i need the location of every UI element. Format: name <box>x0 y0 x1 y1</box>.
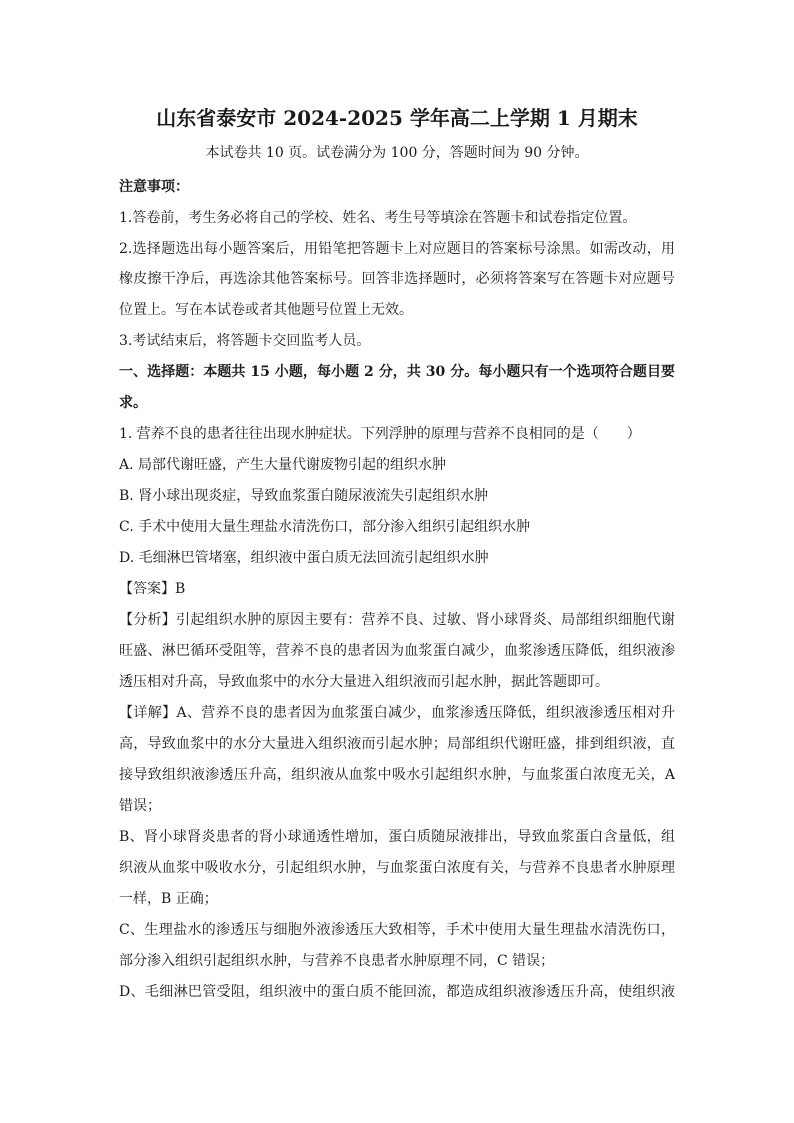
detail-line-10: D、毛细淋巴管受阻，组织液中的蛋白质不能回流，都造成组织液渗透压升高，使组织液 <box>119 984 675 1000</box>
detail-line-9: 部分渗入组织引起组织水肿，与营养不良患者水肿原理不同，C 错误； <box>119 953 555 969</box>
detail-line-3: 接导致组织液渗透压升高，组织液从血浆中吸水引起组织水肿，与血浆蛋白浓度无关，A <box>119 767 675 783</box>
detail-line-1: 【详解】A、营养不良的患者因为血浆蛋白减少，血浆渗透压降低，组织液渗透压相对升 <box>119 705 675 721</box>
question-1-option-a: A. 局部代谢旺盛，产生大量代谢废物引起的组织水肿 <box>119 457 447 473</box>
analysis-line-2: 旺盛、淋巴循环受阻等，营养不良的患者因为血浆蛋白减少，血浆渗透压降低，组织液渗 <box>119 643 675 659</box>
page-title: 山东省泰安市 2024-2025 学年高二上学期 1 月期末 <box>156 106 638 130</box>
notice-item-3: 3.考试结束后，将答题卡交回监考人员。 <box>119 333 371 349</box>
page-subtitle: 本试卷共 10 页。试卷满分为 100 分，答题时间为 90 分钟。 <box>205 145 589 161</box>
notice-item-2-line-3: 位置上。写在本试卷或者其他题号位置上无效。 <box>119 302 413 318</box>
detail-line-6: 织液从血浆中吸收水分，引起组织水肿，与血浆蛋白浓度有关，与营养不良患者水肿原理 <box>119 860 675 876</box>
detail-line-8: C、生理盐水的渗透压与细胞外液渗透压大致相等，手术中使用大量生理盐水清洗伤口， <box>119 922 675 938</box>
section-heading-line-1: 一、选择题：本题共 15 小题，每小题 2 分，共 30 分。每小题只有一个选项符合题目要 <box>119 364 675 380</box>
answer-line: 【答案】B <box>119 581 186 597</box>
question-1-option-c: C. 手术中使用大量生理盐水清洗伤口，部分渗入组织引起组织水肿 <box>119 519 531 535</box>
question-1-stem: 1. 营养不良的患者往往出现水肿症状。下列浮肿的原理与营养不良相同的是（ ） <box>119 426 641 442</box>
notice-item-2-line-2: 橡皮擦干净后，再选涂其他答案标号。回答非选择题时，必须将答案写在答题卡对应题号 <box>119 271 675 287</box>
analysis-line-1: 【分析】引起组织水肿的原因主要有：营养不良、过敏、肾小球肾炎、局部组织细胞代谢 <box>119 612 675 628</box>
detail-line-7: 一样，B 正确； <box>119 891 218 907</box>
notice-heading: 注意事项： <box>119 179 189 195</box>
detail-line-4: 错误； <box>119 798 161 814</box>
notice-item-2-line-1: 2.选择题选出每小题答案后，用铅笔把答题卡上对应题目的答案标号涂黑。如需改动，用 <box>119 241 675 257</box>
question-1-option-b: B. 肾小球出现炎症，导致血浆蛋白随尿液流失引起组织水肿 <box>119 488 489 504</box>
detail-line-5: B、肾小球肾炎患者的肾小球通透性增加，蛋白质随尿液排出，导致血浆蛋白含量低，组 <box>119 829 675 845</box>
notice-item-1: 1.答卷前，考生务必将自己的学校、姓名、考生号等填涂在答题卡和试卷指定位置。 <box>119 210 637 226</box>
detail-line-2: 高，导致血浆中的水分大量进入组织液而引起水肿；局部组织代谢旺盛，排到组织液，直 <box>119 736 675 752</box>
section-heading-line-2: 求。 <box>119 395 147 411</box>
question-1-option-d: D. 毛细淋巴管堵塞，组织液中蛋白质无法回流引起组织水肿 <box>119 550 489 566</box>
analysis-line-3: 透压相对升高，导致血浆中的水分大量进入组织液而引起水肿，据此答题即可。 <box>119 674 609 690</box>
